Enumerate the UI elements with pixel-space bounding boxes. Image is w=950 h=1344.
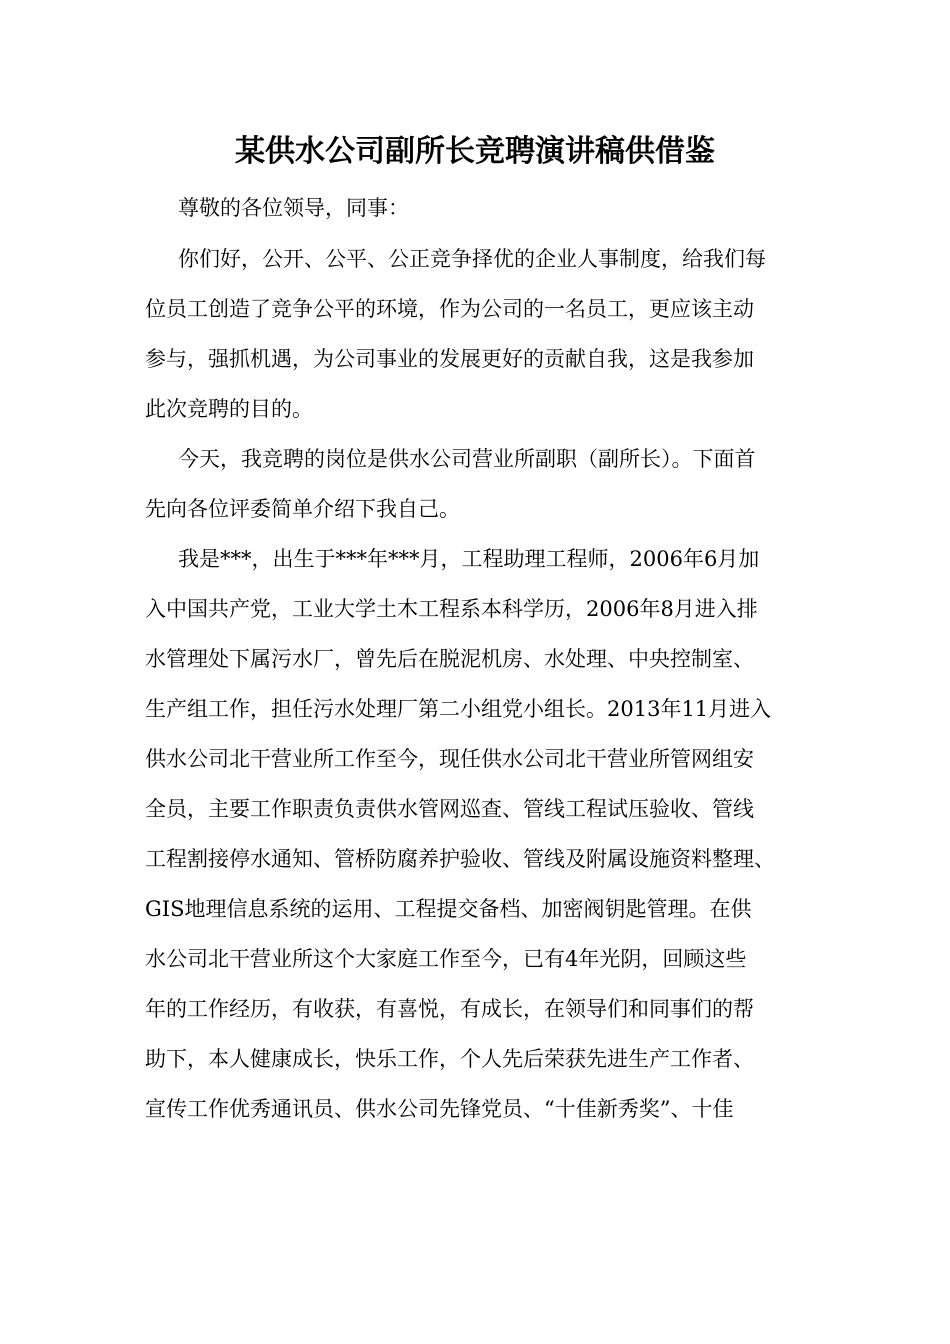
paragraph-line: 宣传工作优秀通讯员、供水公司先锋党员、“十佳新秀奖”、十佳 [145, 1097, 734, 1121]
paragraph-line: 工程割接停水通知、管桥防腐养护验收、管线及附属设施资料整理、 [145, 847, 775, 871]
paragraph-line: 位员工创造了竞争公平的环境，作为公司的一名员工，更应该主动 [145, 297, 754, 321]
document-title: 某供水公司副所长竞聘演讲稿供借鉴 [235, 134, 715, 169]
paragraph-line: 年的工作经历，有收获，有喜悦，有成长，在领导们和同事们的帮 [145, 997, 754, 1021]
paragraph-line: 水公司北干营业所这个大家庭工作至今，已有4年光阴，回顾这些 [145, 947, 747, 971]
salutation-line: 尊敬的各位领导，同事： [178, 196, 409, 220]
paragraph-line: 参与，强抓机遇，为公司事业的发展更好的贡献自我，这是我参加 [145, 347, 754, 371]
paragraph-line: GIS地理信息系统的运用、工程提交备档、加密阀钥匙管理。在供 [145, 897, 752, 921]
paragraph-line: 你们好，公开、公平、公正竞争择优的企业人事制度，给我们每 [178, 247, 766, 271]
paragraph-line: 我是***，出生于***年***月，工程助理工程师，2006年6月加 [178, 547, 760, 571]
paragraph-line: 入中国共产党，工业大学土木工程系本科学历，2006年8月进入排 [145, 597, 758, 621]
paragraph-line: 水管理处下属污水厂，曾先后在脱泥机房、水处理、中央控制室、 [145, 647, 754, 671]
paragraph-line: 供水公司北干营业所工作至今，现任供水公司北干营业所管网组安 [145, 747, 754, 771]
paragraph-line: 此次竞聘的目的。 [145, 397, 313, 421]
paragraph-line: 助下，本人健康成长，快乐工作，个人先后荣获先进生产工作者、 [145, 1047, 754, 1071]
paragraph-line: 先向各位评委简单介绍下我自己。 [145, 497, 460, 521]
paragraph-line: 今天，我竞聘的岗位是供水公司营业所副职（副所长）。下面首 [178, 447, 756, 471]
paragraph-line: 全员，主要工作职责负责供水管网巡查、管线工程试压验收、管线 [145, 797, 754, 821]
paragraph-line: 生产组工作，担任污水处理厂第二小组党小组长。2013年11月进入 [145, 697, 772, 721]
